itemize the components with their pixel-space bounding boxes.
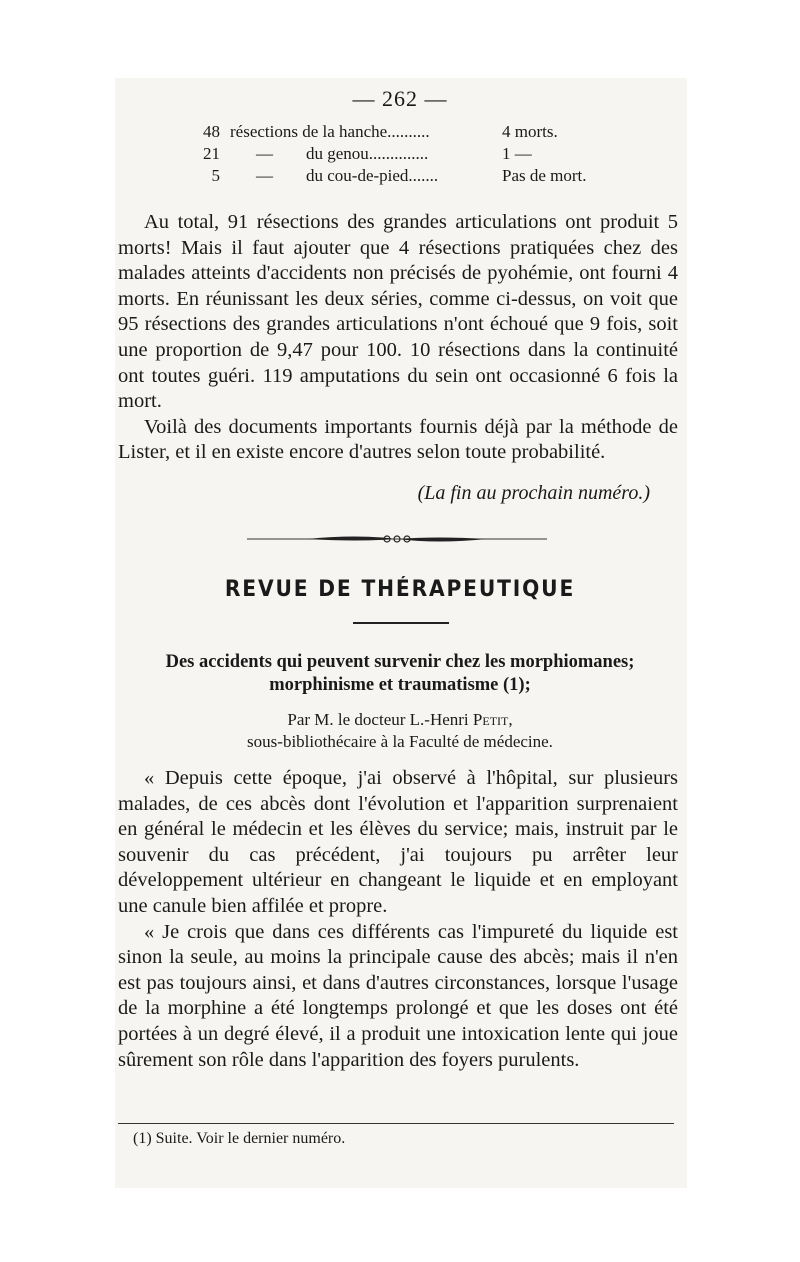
article-title-line: Des accidents qui peuvent survenir chez les morphiomanes; bbox=[165, 652, 635, 672]
byline-line bbox=[118, 709, 682, 731]
article-title-line: morphinisme et traumatisme (1); bbox=[269, 675, 531, 695]
table-result: 4 morts. bbox=[502, 122, 558, 141]
table-count: 21 bbox=[203, 144, 220, 163]
body-text-top bbox=[118, 210, 678, 466]
table-dash: — bbox=[256, 144, 273, 163]
table-result: 1 — bbox=[502, 144, 532, 163]
title-rule bbox=[353, 622, 449, 624]
byline-prefix: Par M. le docteur L.-Henri bbox=[287, 710, 473, 729]
table-count: 48 bbox=[203, 122, 220, 141]
table-row bbox=[196, 121, 616, 143]
paragraph: « Je crois que dans ces différents cas l'impureté du liquide est sinon la seule, au moins la principale cause des abcès; mais il n'en est pas toujours ainsi, et dans d'autres circonstances, lorsque l'usage de la morphine a été longtemps prolongé et que les doses ont été portées à un degré élevé, il a produit une intoxication lente qui joue sûrement son rôle dans l'apparition des foyers purulents. bbox=[118, 920, 678, 1071]
footnote-rule bbox=[118, 1123, 674, 1124]
table-dash: — bbox=[256, 166, 273, 185]
table-label: du cou-de-pied....... bbox=[306, 166, 439, 185]
page-number: — 262 — bbox=[352, 86, 448, 111]
article-title bbox=[118, 651, 682, 697]
continuation-note: (La fin au prochain numéro.) bbox=[417, 482, 650, 504]
byline-affiliation: sous-bibliothécaire à la Faculté de médecine. bbox=[247, 732, 553, 751]
author-name: Petit, bbox=[472, 710, 513, 729]
footnote: (1) Suite. Voir le dernier numéro. bbox=[133, 1130, 346, 1147]
section-title: REVUE DE THÉRAPEUTIQUE bbox=[224, 577, 576, 602]
ornament-divider bbox=[247, 532, 547, 546]
byline bbox=[118, 709, 682, 753]
table-count: 5 bbox=[211, 166, 220, 185]
table-result: Pas de mort. bbox=[502, 166, 587, 185]
table-row bbox=[196, 165, 616, 187]
table-row bbox=[196, 143, 616, 165]
table-label: du genou.............. bbox=[306, 144, 429, 163]
paragraph: Voilà des documents importants fournis déjà par la méthode de Lister, et il en existe encore d'autres selon toute probabilité. bbox=[118, 415, 678, 464]
paragraph: Au total, 91 résections des grandes articulations ont produit 5 morts! Mais il faut ajouter que 4 résections pratiquées chez des malades atteints d'accidents non précisés de pyohémie, ont fourni 4 morts. En réunissant les deux séries, comme ci-dessus, on voit que 95 résections des grandes articulations n'ont échoué que 9 fois, soit une proportion de 9,47 pour 100. 10 résections dans la continuité ont toutes guéri. 119 amputations du sein ont occasionné 6 fois la mort. bbox=[118, 211, 678, 413]
body-text-article bbox=[118, 766, 678, 1073]
paragraph: « Depuis cette époque, j'ai observé à l'hôpital, sur plusieurs malades, de ces abcès dont l'évolution et l'apparition surprenaient en général le médecin et les élèves du service; mais, instruit par le souvenir du cas précédent, j'ai toujours pu arrêter leur développement ultérieur en changeant le liquide et en employant une canule bien affilée et propre. bbox=[118, 767, 678, 917]
resection-table bbox=[196, 121, 616, 187]
table-label: résections de la hanche.......... bbox=[230, 122, 430, 141]
